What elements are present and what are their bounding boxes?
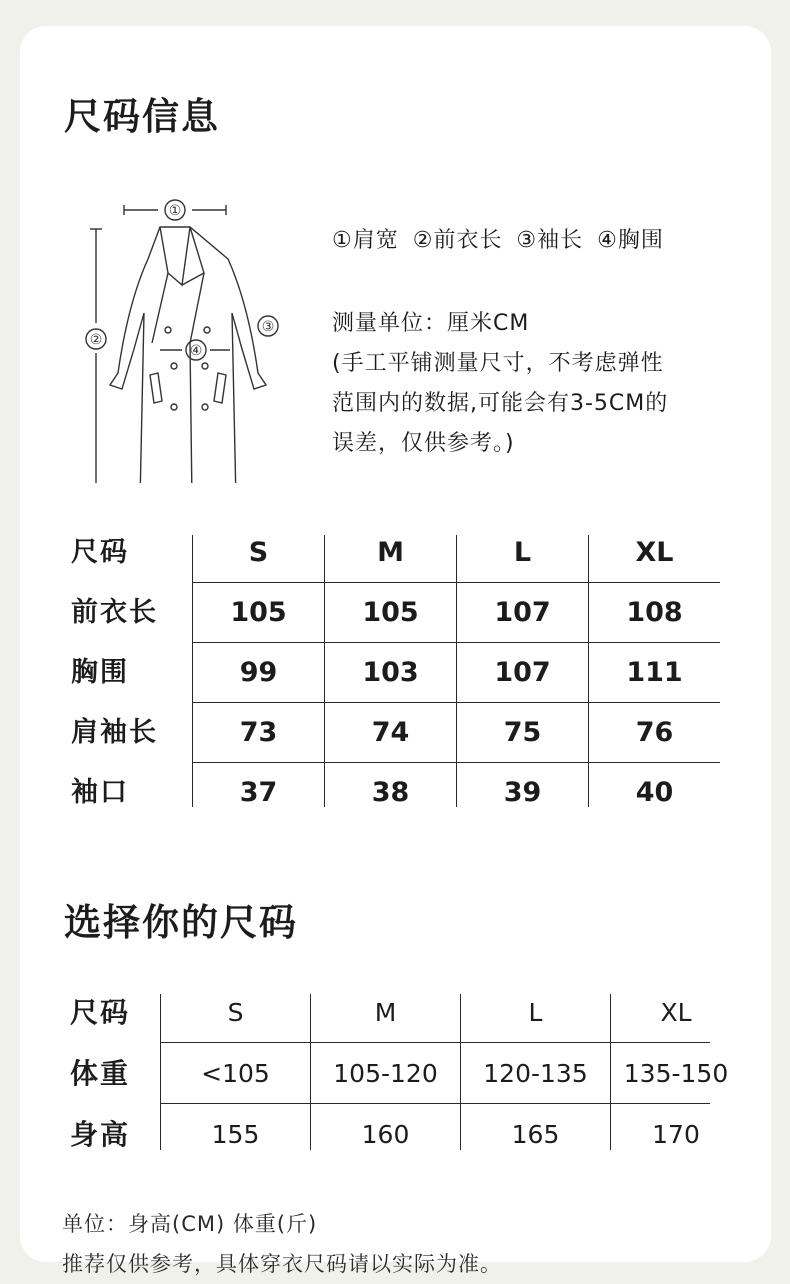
table-cell: 76 [635, 717, 674, 748]
marker-chest: ④ [189, 343, 203, 359]
header-size-xl: XL [660, 998, 692, 1027]
unit-line: 测量单位：厘米CM [332, 311, 530, 336]
table-cell: 155 [211, 1120, 260, 1149]
table-cell: 107 [494, 657, 551, 688]
marker-shoulder: ① [168, 203, 182, 219]
table-cell: 99 [239, 657, 278, 688]
table-cell: 120-135 [483, 1059, 588, 1088]
header-label: 尺码 [71, 537, 129, 568]
footnote-unit: 单位：身高(CM) 体重(斤) [62, 1212, 318, 1236]
coat-diagram [72, 163, 282, 483]
header-size-l: L [528, 998, 543, 1027]
header-size-m: M [374, 998, 397, 1027]
table-cell: 38 [371, 777, 410, 808]
footnote-recommend: 推荐仅供参考，具体穿衣尺码请以实际为准。 [62, 1252, 502, 1276]
table-cell: 40 [635, 777, 674, 808]
header-size-s: S [227, 998, 244, 1027]
table-cell: 103 [362, 657, 419, 688]
table-cell: 160 [361, 1120, 410, 1149]
row-label: 身高 [70, 1118, 131, 1151]
table-cell: 108 [626, 597, 683, 628]
table-cell: 105 [362, 597, 419, 628]
table-cell: 75 [503, 717, 542, 748]
footnote [62, 1204, 502, 1284]
table-cell: 107 [494, 597, 551, 628]
marker-length: ② [89, 332, 103, 348]
measurement-unit-note [332, 304, 732, 464]
table-cell: 74 [371, 717, 410, 748]
pick-size-title: 选择你的尺码 [64, 901, 298, 944]
size-info-title: 尺码信息 [64, 95, 220, 138]
unit-line: (手工平铺测量尺寸，不考虑弹性 [332, 351, 664, 376]
row-label: 体重 [70, 1057, 131, 1090]
table-cell: 37 [239, 777, 278, 808]
header-size-s: S [248, 537, 269, 568]
table-cell: 73 [239, 717, 278, 748]
table-cell: 105 [230, 597, 287, 628]
unit-line: 误差，仅供参考。) [332, 431, 515, 456]
header-label: 尺码 [70, 996, 131, 1029]
unit-line: 范围内的数据,可能会有3-5CM的 [332, 391, 669, 416]
row-label: 前衣长 [71, 597, 158, 628]
table-cell: 105-120 [333, 1059, 438, 1088]
table-cell: 170 [652, 1120, 700, 1149]
table-cell: <105 [201, 1059, 270, 1088]
table-cell: 135-150 [623, 1059, 729, 1088]
row-label: 肩袖长 [71, 717, 158, 748]
table-cell: 165 [511, 1120, 560, 1149]
header-size-l: L [513, 537, 532, 568]
table-cell: 39 [503, 777, 542, 808]
table-cell: 111 [626, 657, 683, 688]
size-card [20, 26, 771, 1276]
header-size-m: M [377, 537, 404, 568]
measurement-legend: ①肩宽 ②前衣长 ③袖长 ④胸围 [332, 228, 664, 253]
row-label: 袖口 [71, 777, 129, 808]
header-size-xl: XL [635, 537, 674, 568]
row-label: 胸围 [71, 657, 129, 688]
marker-sleeve: ③ [261, 319, 275, 335]
